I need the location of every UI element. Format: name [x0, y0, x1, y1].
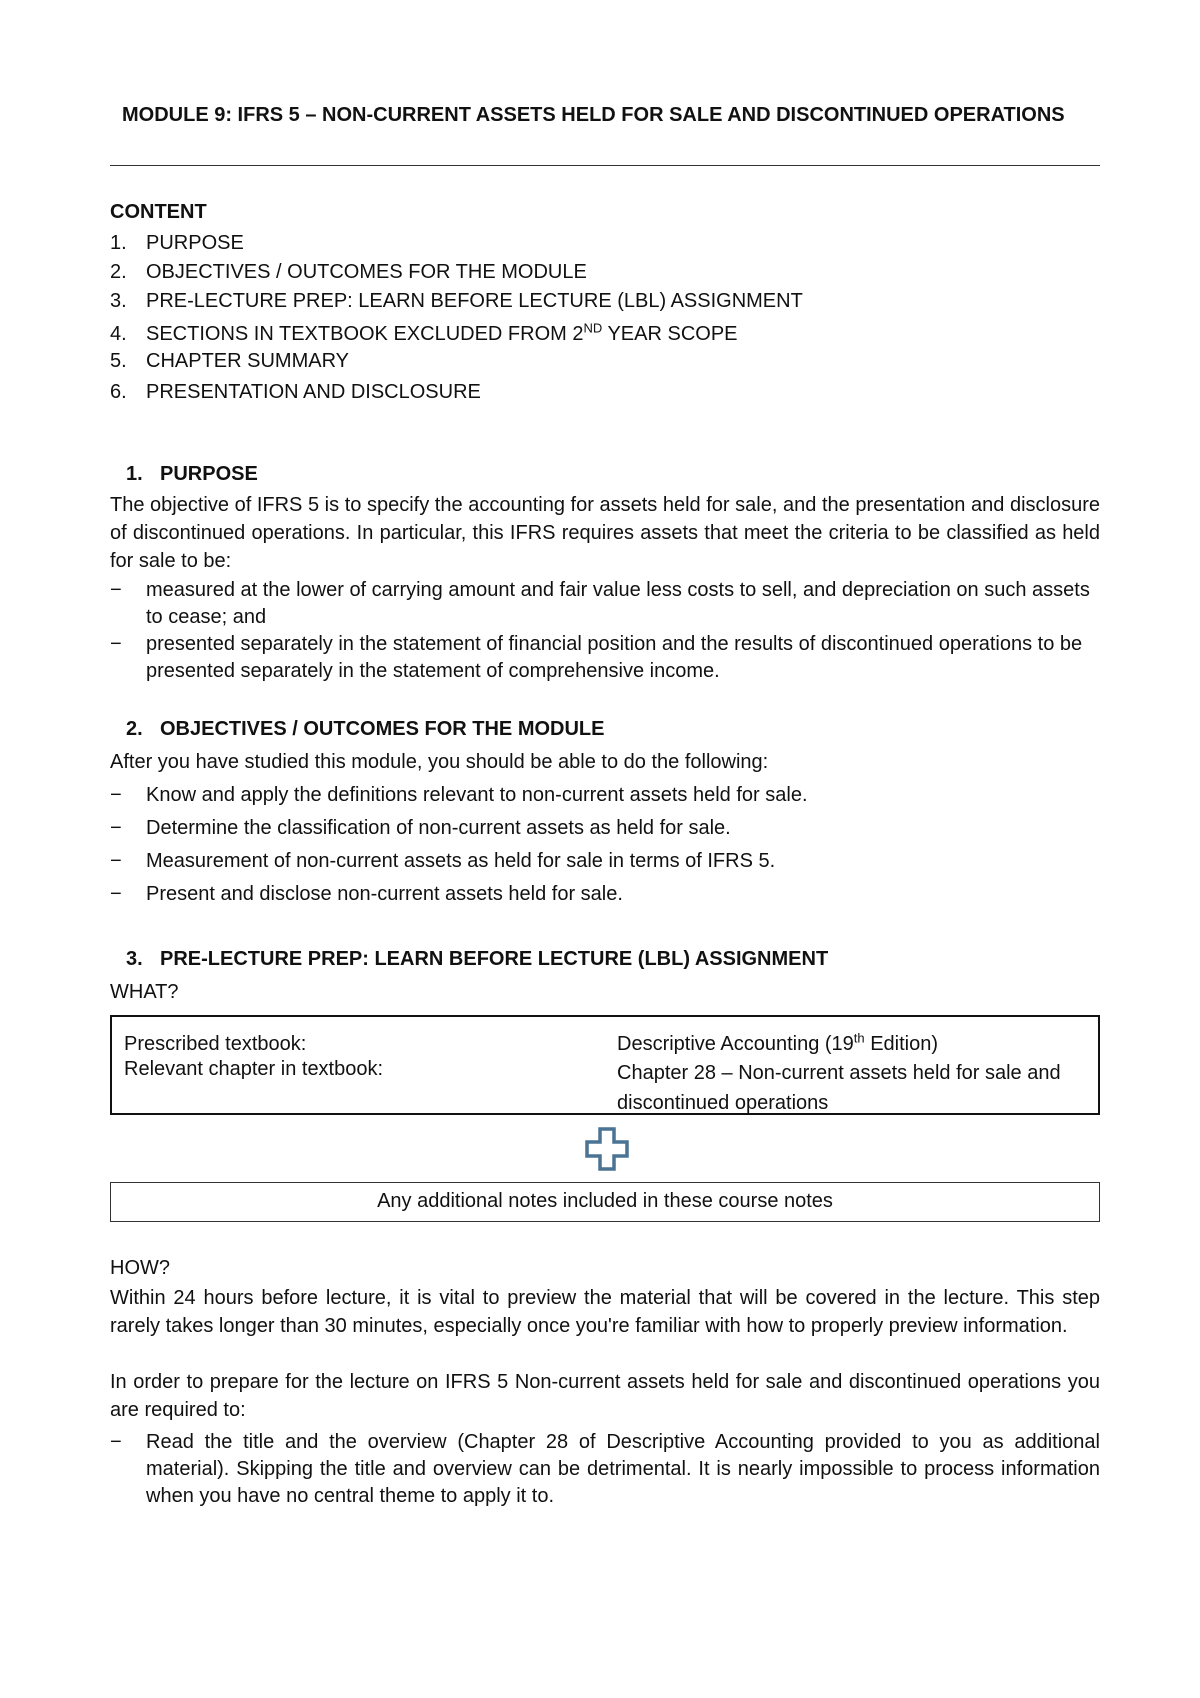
how-paragraph-1: Within 24 hours before lecture, it is vital to preview the material that will be covered in the lecture. This step rarely takes longer than 30 minutes, especially once you're familiar with how to properly preview information. — [110, 1287, 1100, 1337]
textbook-info-box — [110, 1015, 1100, 1115]
list-item: − Know and apply the definitions relevant to non-current assets held for sale. — [110, 784, 808, 806]
list-item: − Determine the classification of non-current assets as held for sale. — [110, 817, 731, 839]
section-3-heading: 3. PRE-LECTURE PREP: LEARN BEFORE LECTURE (LBL) ASSIGNMENT — [126, 948, 829, 970]
module-title: MODULE 9: IFRS 5 – NON-CURRENT ASSETS HELD FOR SALE AND DISCONTINUED OPERATIONS — [122, 104, 1065, 126]
toc-item: 1. PURPOSE — [110, 232, 244, 254]
section-1-heading: 1. PURPOSE — [126, 463, 258, 485]
section-2-intro: After you have studied this module, you should be able to do the following: — [110, 751, 769, 773]
list-item: − Read the title and the overview (Chapter 28 of Descriptive Accounting provided to you as additional material). Skipping the title and overview can be detrimental. It is nearly impossible to process information when you have no central theme to apply it to. — [110, 1431, 1100, 1507]
title-divider — [110, 165, 1100, 166]
list-item: − Measurement of non-current assets as held for sale in terms of IFRS 5. — [110, 850, 776, 872]
prescribed-textbook-value: Descriptive Accounting (19th Edition) — [617, 1030, 939, 1055]
plus-icon — [585, 1127, 629, 1171]
toc-item: 3. PRE-LECTURE PREP: LEARN BEFORE LECTURE (LBL) ASSIGNMENT — [110, 290, 803, 312]
prescribed-textbook-label: Prescribed textbook: — [124, 1033, 307, 1055]
what-label: WHAT? — [110, 981, 179, 1003]
content-heading: CONTENT — [110, 201, 207, 223]
section-2-heading: 2. OBJECTIVES / OUTCOMES FOR THE MODULE — [126, 718, 605, 740]
list-item: − Present and disclose non-current assets held for sale. — [110, 883, 623, 905]
how-label: HOW? — [110, 1257, 170, 1279]
toc-item: 6. PRESENTATION AND DISCLOSURE — [110, 381, 481, 403]
list-item: − presented separately in the statement of financial position and the results of discontinued operations to be presented separately in the statement of comprehensive income. — [110, 633, 1083, 682]
section-1-intro: The objective of IFRS 5 is to specify the accounting for assets held for sale, and the presentation and disclosure of discontinued operations. In particular, this IFRS requires assets that meet the criteria to be classified as held for sale to be: — [110, 494, 1100, 572]
list-item: − measured at the lower of carrying amount and fair value less costs to sell, and depreciation on such assets to cease; and — [110, 579, 1090, 628]
relevant-chapter-label: Relevant chapter in textbook: — [124, 1058, 384, 1080]
relevant-chapter-value: Chapter 28 – Non-current assets held for sale and discontinued operations — [617, 1062, 1061, 1114]
additional-notes-box: Any additional notes included in these course notes — [110, 1182, 1100, 1222]
how-paragraph-2: In order to prepare for the lecture on IFRS 5 Non-current assets held for sale and discontinued operations you are required to: — [110, 1371, 1100, 1421]
toc-item: 5. CHAPTER SUMMARY — [110, 350, 349, 372]
toc-item: 4. SECTIONS IN TEXTBOOK EXCLUDED FROM 2ND YEAR SCOPE — [110, 320, 738, 345]
toc-item: 2. OBJECTIVES / OUTCOMES FOR THE MODULE — [110, 261, 587, 283]
